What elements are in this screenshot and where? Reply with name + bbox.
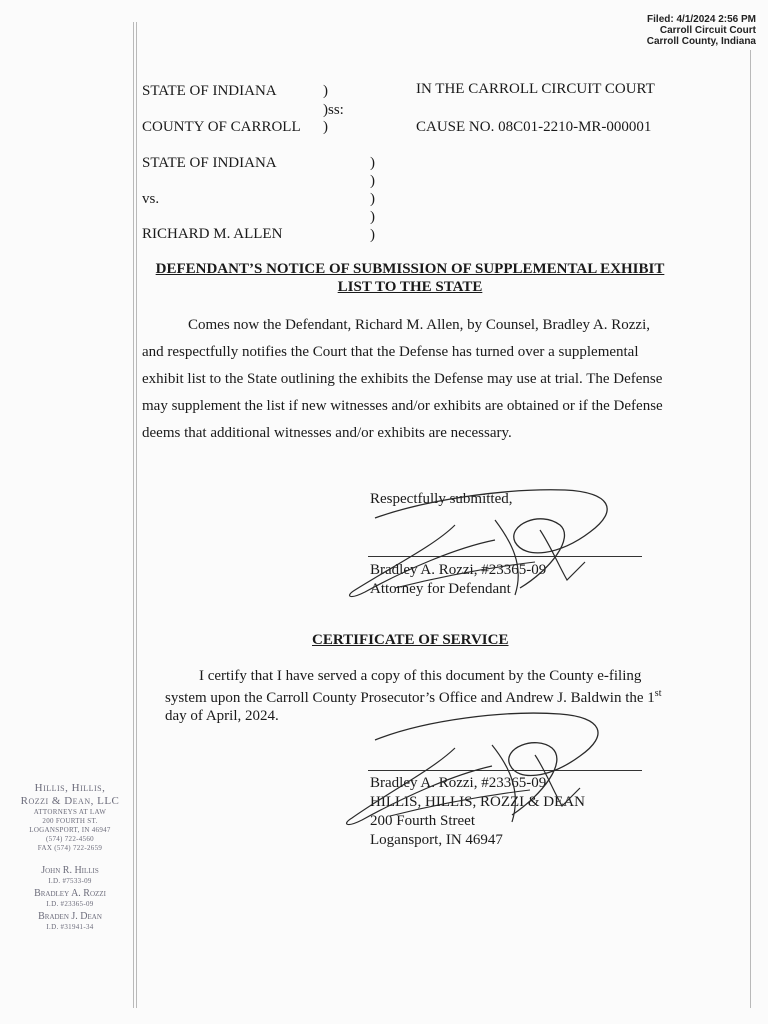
- firm-city: Logansport, IN 46947: [370, 832, 503, 848]
- body-line: may supplement the list if new witnesses and/or exhibits are obtained or if the Defense: [142, 398, 663, 414]
- document-title-line: DEFENDANT’S NOTICE OF SUBMISSION OF SUPPLEMENTAL EXHIBIT: [155, 261, 665, 277]
- letterhead-attorneys: ATTORNEYS AT LAW: [33, 808, 107, 816]
- certificate-line: I certify that I have served a copy of this document by the County e-filing: [199, 668, 642, 684]
- letterhead-firm-name: Rozzi & Dean, LLC: [20, 795, 120, 807]
- body-paragraph: [142, 312, 682, 447]
- caption-paren: ): [370, 173, 375, 189]
- filed-date: Filed: 4/1/2024 2:56 PM: [647, 14, 756, 25]
- cause-number: CAUSE NO. 08C01-2210-MR-000001: [416, 119, 652, 135]
- letterhead-city: LOGANSPORT, IN 46947: [29, 826, 111, 834]
- letterhead-attorney-id: I.D. #31941-34: [46, 923, 94, 931]
- body-line: and respectfully notifies the Court that the Defense has turned over a supplemental: [142, 344, 639, 360]
- attorney-name: Bradley A. Rozzi, #23365-09: [370, 562, 547, 578]
- letterhead-fax: FAX (574) 722-2659: [37, 844, 103, 852]
- certificate-line-text: system upon the Carroll County Prosecutor’s Office and Andrew J. Baldwin the 1: [165, 690, 655, 706]
- defendant-name: RICHARD M. ALLEN: [142, 226, 283, 242]
- letterhead-firm-name: Hillis, Hillis,: [34, 782, 106, 794]
- plaintiff-name: STATE OF INDIANA: [142, 155, 277, 171]
- letterhead-street: 200 FOURTH ST.: [42, 817, 98, 825]
- letterhead-attorney-name: Braden J. Dean: [38, 911, 102, 922]
- letterhead-attorney-id: I.D. #23365-09: [46, 900, 94, 908]
- caption-state: STATE OF INDIANA: [142, 83, 277, 99]
- ordinal-suffix: st: [654, 688, 662, 699]
- caption-ss: )ss:: [323, 102, 344, 118]
- handwritten-signature: [330, 690, 630, 840]
- letterhead-phone: (574) 722-4560: [46, 835, 94, 843]
- firm-letterhead: [0, 782, 140, 932]
- letterhead-attorney-name: John R. Hillis: [41, 865, 99, 876]
- letterhead-attorney-name: Bradley A. Rozzi: [34, 888, 106, 899]
- caption-paren: ): [370, 155, 375, 171]
- closing-text: Respectfully submitted,: [370, 491, 513, 507]
- versus-label: vs.: [142, 191, 160, 207]
- certificate-line: day of April, 2024.: [165, 708, 279, 724]
- attorney-role: Attorney for Defendant: [370, 581, 511, 597]
- attorney-name: Bradley A. Rozzi, #23365-09: [370, 775, 547, 791]
- certificate-heading: CERTIFICATE OF SERVICE: [312, 632, 509, 648]
- body-line: deems that additional witnesses and/or exhibits are necessary.: [142, 425, 512, 441]
- filed-court: Carroll Circuit Court: [659, 25, 756, 36]
- document-title: [140, 260, 680, 296]
- letterhead-attorney-id: I.D. #7533-09: [48, 877, 92, 885]
- handwritten-signature: [335, 470, 635, 610]
- caption-county: COUNTY OF CARROLL: [142, 119, 301, 135]
- body-line: exhibit list to the State outlining the exhibits the Defense may use at trial. The Defense: [142, 371, 663, 387]
- court-name: IN THE CARROLL CIRCUIT COURT: [416, 81, 655, 97]
- filed-county: Carroll County, Indiana: [646, 36, 756, 47]
- caption-paren: ): [323, 83, 328, 99]
- caption-paren: ): [370, 191, 375, 207]
- firm-street: 200 Fourth Street: [370, 813, 475, 829]
- caption-paren: ): [370, 227, 375, 243]
- caption-paren: ): [370, 209, 375, 225]
- document-title-line: LIST TO THE STATE: [337, 279, 483, 295]
- body-line: Comes now the Defendant, Richard M. Allen, by Counsel, Bradley A. Rozzi,: [188, 317, 651, 333]
- filed-stamp: [647, 14, 756, 47]
- right-margin-line: [750, 50, 751, 1008]
- caption-paren: ): [323, 119, 328, 135]
- firm-name: HILLIS, HILLIS, ROZZI & DEAN: [370, 794, 585, 810]
